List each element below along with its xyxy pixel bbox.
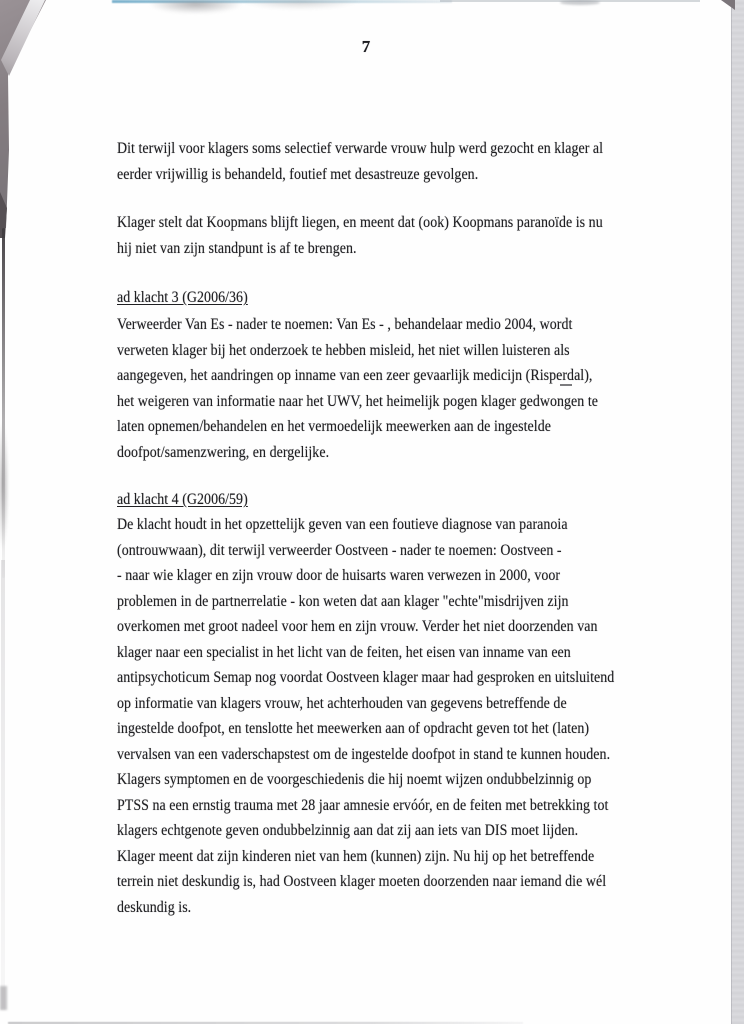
paragraph-klacht-4 [117,512,614,920]
top-edge-smudge [148,1,243,14]
heading-klacht-3 [117,285,248,311]
corner-fold-highlight [0,0,60,90]
right-edge-scan-band [731,0,744,1024]
heading-klacht-4 [117,487,248,513]
paragraph-intro [117,136,603,187]
text-line: verweten klager bij het onderzoek te hebben misleid, het niet willen luisteren als [117,341,570,359]
text-line: PTSS na een ernstig trauma met 28 jaar amnesie ervóór, en de feiten met betrekking tot [117,796,609,814]
text-line: het weigeren van informatie naar het UWV, het heimelijk pogen klager gedwongen te [117,392,599,410]
corner-fold-shadow [0,0,60,240]
paragraph-klacht-3 [117,312,598,465]
corner-fold-tip [0,192,10,238]
text-line: Klager stelt dat Koopmans blijft liegen, en meent dat (ook) Koopmans paranoïde is nu [117,214,603,231]
left-bottom-smudge [0,986,7,1010]
text-line: klager naar een specialist in het licht van de feiten, het eisen van inname van een [117,643,571,661]
left-edge-scan-line [2,228,5,578]
text-line: Dit terwijl voor klagers soms selectief verwarde vrouw hulp werd gezocht en klager al [117,140,604,157]
top-edge-smudge [560,0,600,5]
text-line: aangegeven, het aandringen op inname van een zeer gevaarlijk medicijn (Risperdal), [117,367,593,384]
right-edge-corner-mark [721,0,735,10]
top-edge-gray-line [440,0,700,2]
top-edge-smudge [240,0,360,10]
text-line: overkomen met groot nadeel voor hem en zijn vrouw. Verder het niet doorzenden van [117,618,598,635]
text-line: problemen in de partnerrelatie - kon weten dat aan klager "echte"misdrijven zijn [117,592,569,610]
text-line: ingestelde doofpot, en tenslotte het meewerken aan of opdracht geven tot het (laten) [117,720,590,737]
text-line: op informatie van klagers vrouw, het achterhouden van gegevens betreffende de [117,694,567,712]
text-line: De klacht houdt in het opzettelijk geven van een foutieve diagnose van paranoia [117,516,568,533]
text-line: terrein niet deskundig is, had Oostveen klager moeten doorzenden naar iemand die wél [117,873,607,890]
left-edge-faint-line [1,560,5,1010]
text-line: klagers echtgenote geven ondubbelzinnig aan dat zij aan iets van DIS moet lijden. [117,822,579,839]
page-number: 7 [361,37,371,56]
text-line: Verweerder Van Es - nader te noemen: Van Es - , behandelaar medio 2004, wordt [117,316,573,333]
text-line: Klager meent dat zijn kinderen niet van hem (kunnen) zijn. Nu hij op het betreffende [117,847,595,865]
paragraph-koopmans [117,210,603,261]
text-line: hij niet van zijn standpunt is af te brengen. [117,239,357,257]
text-line: vervalsen van een vaderschapstest om de ingestelde doofpot in stand te kunnen houden. [117,745,611,763]
left-edge-smudge [0,420,9,550]
text-line: - naar wie klager en zijn vrouw door de huisarts waren verwezen in 2000, voor [117,567,561,584]
section-heading: ad klacht 4 (G2006/59) [117,491,248,508]
text-line: antipsychoticum Semap nog voordat Oostveen klager maar had gesproken en uitsluitend [117,669,615,686]
text-line: deskundig is. [117,898,192,916]
top-edge-tint-line [112,0,452,3]
text-line: laten opnemen/behandelen en het vermoedelijk meewerken aan de ingestelde [117,418,551,435]
text-line: eerder vrijwillig is behandeld, foutief met desastreuze gevolgen. [117,165,479,183]
text-line: Klagers symptomen en de voorgeschiedenis die hij noemt wijzen ondubbelzinnig op [117,771,592,788]
text-line: (ontrouwwaan), dit terwijl verweerder Oostveen - nader te noemen: Oostveen - [117,541,562,559]
text-line: doofpot/samenzwering, en dergelijke. [117,443,330,461]
section-heading: ad klacht 3 (G2006/36) [117,289,248,306]
